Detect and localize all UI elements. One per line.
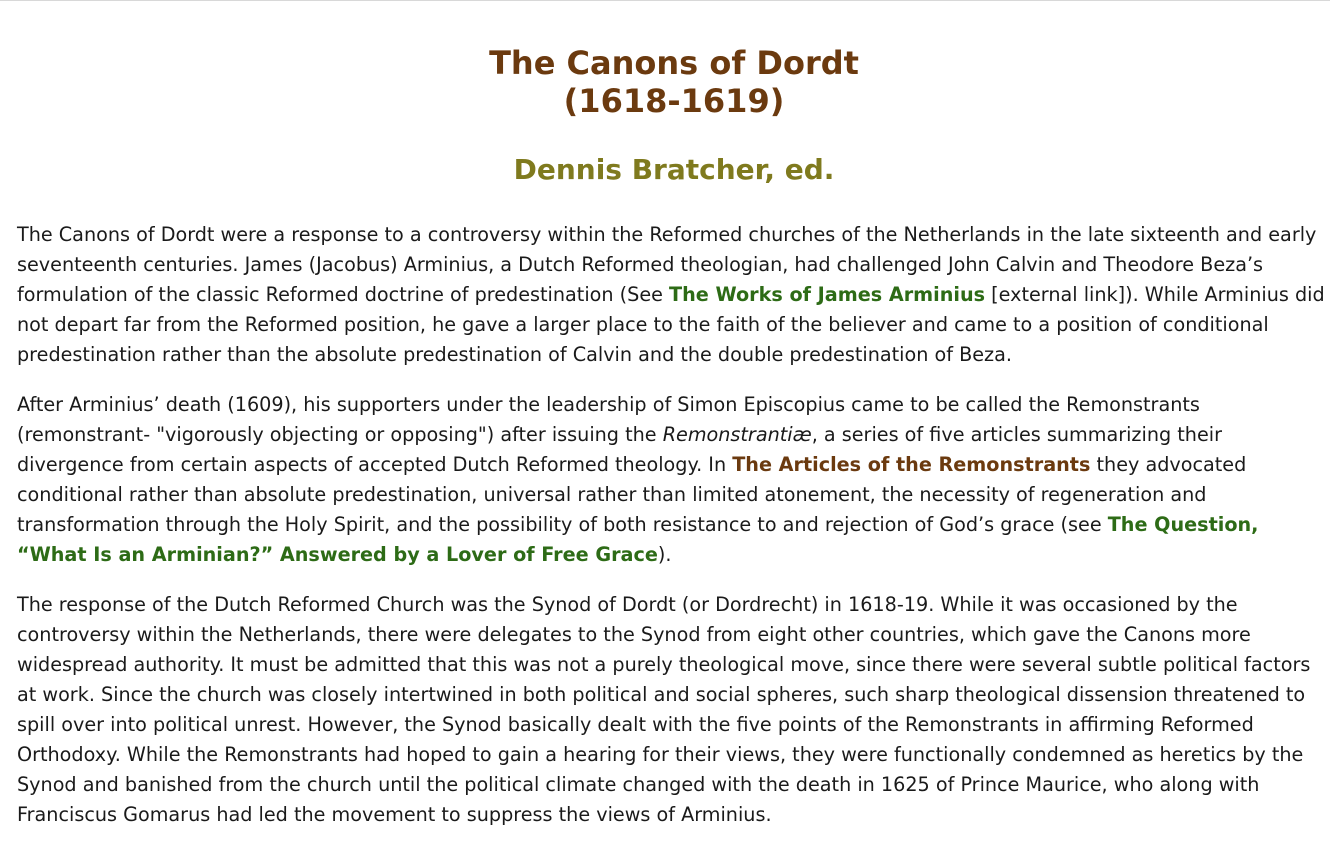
intro-paragraph xyxy=(17,220,1325,370)
remonstrantiae-term: Remonstrantiæ xyxy=(662,423,812,446)
page-title-line-1: The Canons of Dordt xyxy=(489,44,859,82)
intro-text-a: The Canons of Dordt were a response to a controversy within the Reformed churches of the Netherlands in the late sixteenth and early seventeenth centuries. James (Jacobus) Arminius, a Dutch Reformed theologian, had challenged John Calvin and Theodore Beza’s formulation of the classic Reformed doctrine of predestination (See xyxy=(17,223,1317,306)
arminian-question-link[interactable]: The Question, “What Is an Arminian?” Answered by a Lover of Free Grace xyxy=(17,513,1259,566)
remonstrants-text-d: ). xyxy=(657,543,672,566)
page-title xyxy=(0,44,1330,120)
synod-paragraph: The response of the Dutch Reformed Church was the Synod of Dordt (or Dordrecht) in 1618-19. While it was occasioned by the controversy within the Netherlands, there were delegates to the Synod from eight other countries, which gave the Canons more widespread authority. It must be admitted that this was not a purely theological move, since there were several subtle political factors at work. Since the church was closely intertwined in both political and social spheres, such sharp theological dissension threatened to spill over into political unrest. However, the Synod basically dealt with the five points of the Remonstrants in affirming Reformed Orthodoxy. While the Remonstrants had hoped to gain a hearing for their views, they were functionally condemned as heretics by the Synod and banished from the church until the political climate changed with the death in 1625 of Prince Maurice, who along with Franciscus Gomarus had led the movement to suppress the views of Arminius. xyxy=(17,593,1311,826)
remonstrants-text-a: After Arminius’ death (1609), his supporters under the leadership of Simon Episcopius came to be called the Remonstrants (remonstrant- "vigorously objecting or opposing") after issuing the xyxy=(17,393,1200,446)
remonstrants-text-b: , a series of five articles summarizing their divergence from certain aspects of accepted Dutch Reformed theology. In xyxy=(17,423,1222,476)
editor-credit: Dennis Bratcher, ed. xyxy=(513,153,835,186)
page-title-line-2: (1618-1619) xyxy=(563,82,785,120)
remonstrants-text-c: they advocated conditional rather than absolute predestination, universal rather than limited atonement, the necessity of regeneration and transformation through the Holy Spirit, and the possibility of both resistance to and rejection of God’s grace (see xyxy=(17,453,1247,536)
article-body xyxy=(17,220,1325,850)
articles-of-remonstrants-link[interactable]: The Articles of the Remonstrants xyxy=(732,453,1091,476)
remonstrants-paragraph xyxy=(17,390,1325,570)
arminius-works-link[interactable]: The Works of James Arminius xyxy=(669,283,986,306)
top-divider xyxy=(0,0,1330,1)
intro-text-b: [external link]). While Arminius did not depart far from the Reformed position, he gave a larger place to the faith of the believer and came to a position of conditional predestination rather than the absolute predestination of Calvin and the double predestination of Beza. xyxy=(17,283,1325,366)
